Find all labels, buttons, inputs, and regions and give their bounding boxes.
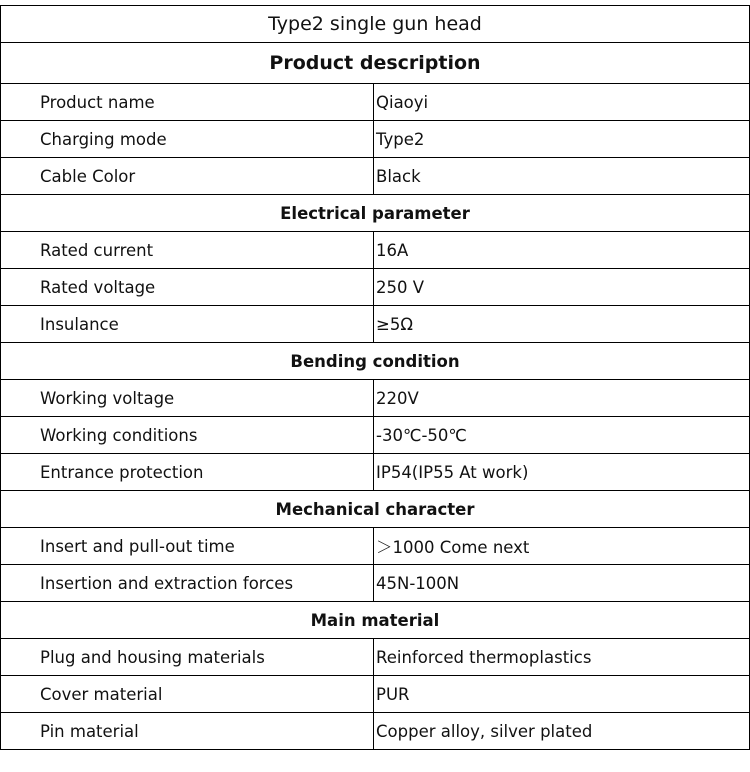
table-row [1, 417, 750, 454]
table-row [1, 528, 750, 565]
row-label: Insulance [1, 306, 374, 343]
section-heading-main-material: Main material [1, 602, 750, 639]
table-row [1, 454, 750, 491]
row-value: ＞1000 Come next [374, 528, 750, 565]
table-row [1, 676, 750, 713]
row-label: Product name [1, 84, 374, 121]
row-label: Cover material [1, 676, 374, 713]
row-label: Cable Color [1, 158, 374, 195]
row-label: Working conditions [1, 417, 374, 454]
row-label: Plug and housing materials [1, 639, 374, 676]
row-value: 220V [374, 380, 750, 417]
section-heading-electrical-parameter: Electrical parameter [1, 195, 750, 232]
table-row [1, 232, 750, 269]
row-value: Reinforced thermoplastics [374, 639, 750, 676]
table-row [1, 84, 750, 121]
section-heading-product-description: Product description [1, 43, 750, 84]
row-value: 45N-100N [374, 565, 750, 602]
row-value: 16A [374, 232, 750, 269]
row-label: Insertion and extraction forces [1, 565, 374, 602]
row-value: Copper alloy, silver plated [374, 713, 750, 750]
row-value: PUR [374, 676, 750, 713]
table-row [1, 639, 750, 676]
row-value: Qiaoyi [374, 84, 750, 121]
table-row [1, 713, 750, 750]
section-header-row [1, 602, 750, 639]
row-label: Charging mode [1, 121, 374, 158]
spec-table [0, 5, 750, 750]
table-row [1, 269, 750, 306]
table-row [1, 121, 750, 158]
section-header-row [1, 343, 750, 380]
row-label: Rated current [1, 232, 374, 269]
table-row [1, 306, 750, 343]
row-value: 250 V [374, 269, 750, 306]
row-value: Black [374, 158, 750, 195]
section-header-row [1, 195, 750, 232]
row-value: ≥5Ω [374, 306, 750, 343]
title-row [1, 6, 750, 43]
row-value: Type2 [374, 121, 750, 158]
table-row [1, 158, 750, 195]
row-value: IP54(IP55 At work) [374, 454, 750, 491]
row-label: Rated voltage [1, 269, 374, 306]
section-heading-bending-condition: Bending condition [1, 343, 750, 380]
row-label: Working voltage [1, 380, 374, 417]
table-row [1, 565, 750, 602]
section-header-row [1, 43, 750, 84]
row-label: Entrance protection [1, 454, 374, 491]
table-row [1, 380, 750, 417]
row-value: -30℃-50℃ [374, 417, 750, 454]
section-header-row [1, 491, 750, 528]
table-title: Type2 single gun head [1, 6, 750, 43]
section-heading-mechanical-character: Mechanical character [1, 491, 750, 528]
row-label: Insert and pull-out time [1, 528, 374, 565]
row-label: Pin material [1, 713, 374, 750]
